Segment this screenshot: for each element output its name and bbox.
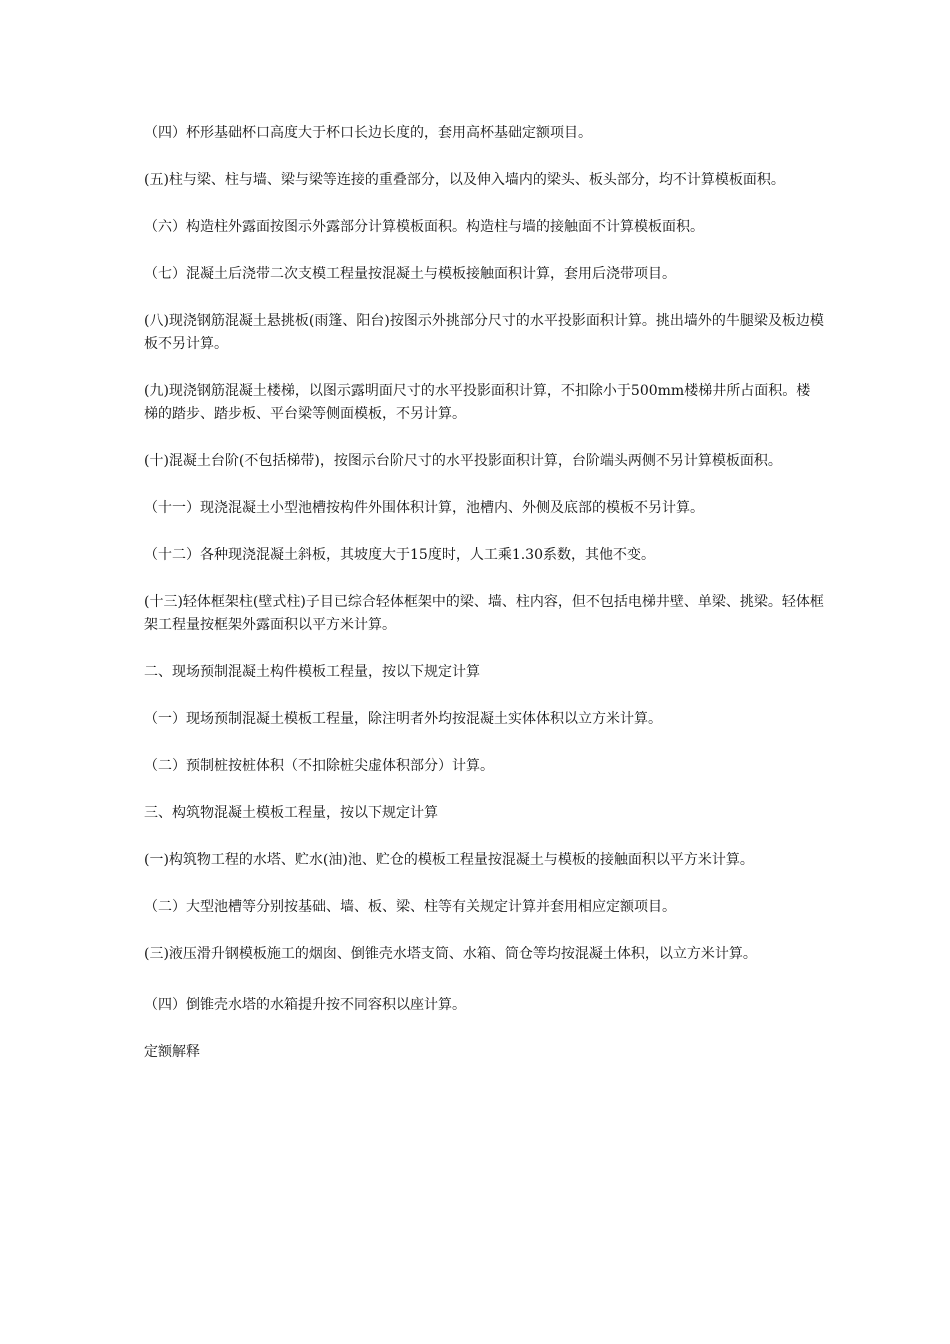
paragraph-11: （一）现场预制混凝土模板工程量，除注明者外均按混凝土实体体积以立方米计算。 (144, 711, 662, 727)
closing-heading: 定额解释 (144, 1044, 200, 1060)
paragraph-3: （六）构造柱外露面按图示外露部分计算模板面积。构造柱与墙的接触面不计算模板面积。 (144, 219, 704, 235)
paragraph-12: （二）预制桩按桩体积（不扣除桩尖虚体积部分）计算。 (144, 758, 494, 774)
section-heading-2: 二、现场预制混凝土构件模板工程量，按以下规定计算 (144, 664, 480, 680)
paragraph-6: (九)现浇钢筋混凝土楼梯，以图示露明面尺寸的水平投影面积计算，不扣除小于500mm楼梯井所占面积。楼梯的踏步、踏步板、平台梁等侧面模板，不另计算。 (144, 383, 811, 422)
paragraph-9: （十二）各种现浇混凝土斜板，其坡度大于15度时，人工乘1.30系数，其他不变。 (144, 547, 655, 563)
paragraph-13: (一)构筑物工程的水塔、贮水(油)池、贮仓的模板工程量按混凝土与模板的接触面积以平方米计算。 (144, 852, 754, 868)
paragraph-10: (十三)轻体框架柱(壁式柱)子目已综合轻体框架中的梁、墙、柱内容，但不包括电梯井壁、单梁、挑梁。轻体框架工程量按框架外露面积以平方米计算。 (144, 594, 824, 633)
paragraph-7: (十)混凝土台阶(不包括梯带)，按图示台阶尺寸的水平投影面积计算，台阶端头两侧不另计算模板面积。 (144, 453, 782, 469)
paragraph-16: （四）倒锥壳水塔的水箱提升按不同容积以座计算。 (144, 997, 466, 1013)
paragraph-4: （七）混凝土后浇带二次支模工程量按混凝土与模板接触面积计算，套用后浇带项目。 (144, 266, 676, 282)
paragraph-8: （十一）现浇混凝土小型池槽按构件外围体积计算，池槽内、外侧及底部的模板不另计算。 (144, 500, 704, 516)
document-body (144, 122, 824, 1088)
paragraph-2: (五)柱与梁、柱与墙、梁与梁等连接的重叠部分，以及伸入墙内的梁头、板头部分，均不计算模板面积。 (144, 172, 785, 188)
section-heading-3: 三、构筑物混凝土模板工程量，按以下规定计算 (144, 805, 438, 821)
paragraph-1: （四）杯形基础杯口高度大于杯口长边长度的，套用高杯基础定额项目。 (144, 125, 592, 141)
paragraph-5: (八)现浇钢筋混凝土悬挑板(雨篷、阳台)按图示外挑部分尺寸的水平投影面积计算。挑出墙外的牛腿梁及板边模板不另计算。 (144, 313, 824, 352)
paragraph-14: （二）大型池槽等分别按基础、墙、板、梁、柱等有关规定计算并套用相应定额项目。 (144, 899, 676, 915)
paragraph-15: (三)液压滑升钢模板施工的烟囱、倒锥壳水塔支筒、水箱、筒仓等均按混凝土体积，以立方米计算。 (144, 946, 757, 962)
